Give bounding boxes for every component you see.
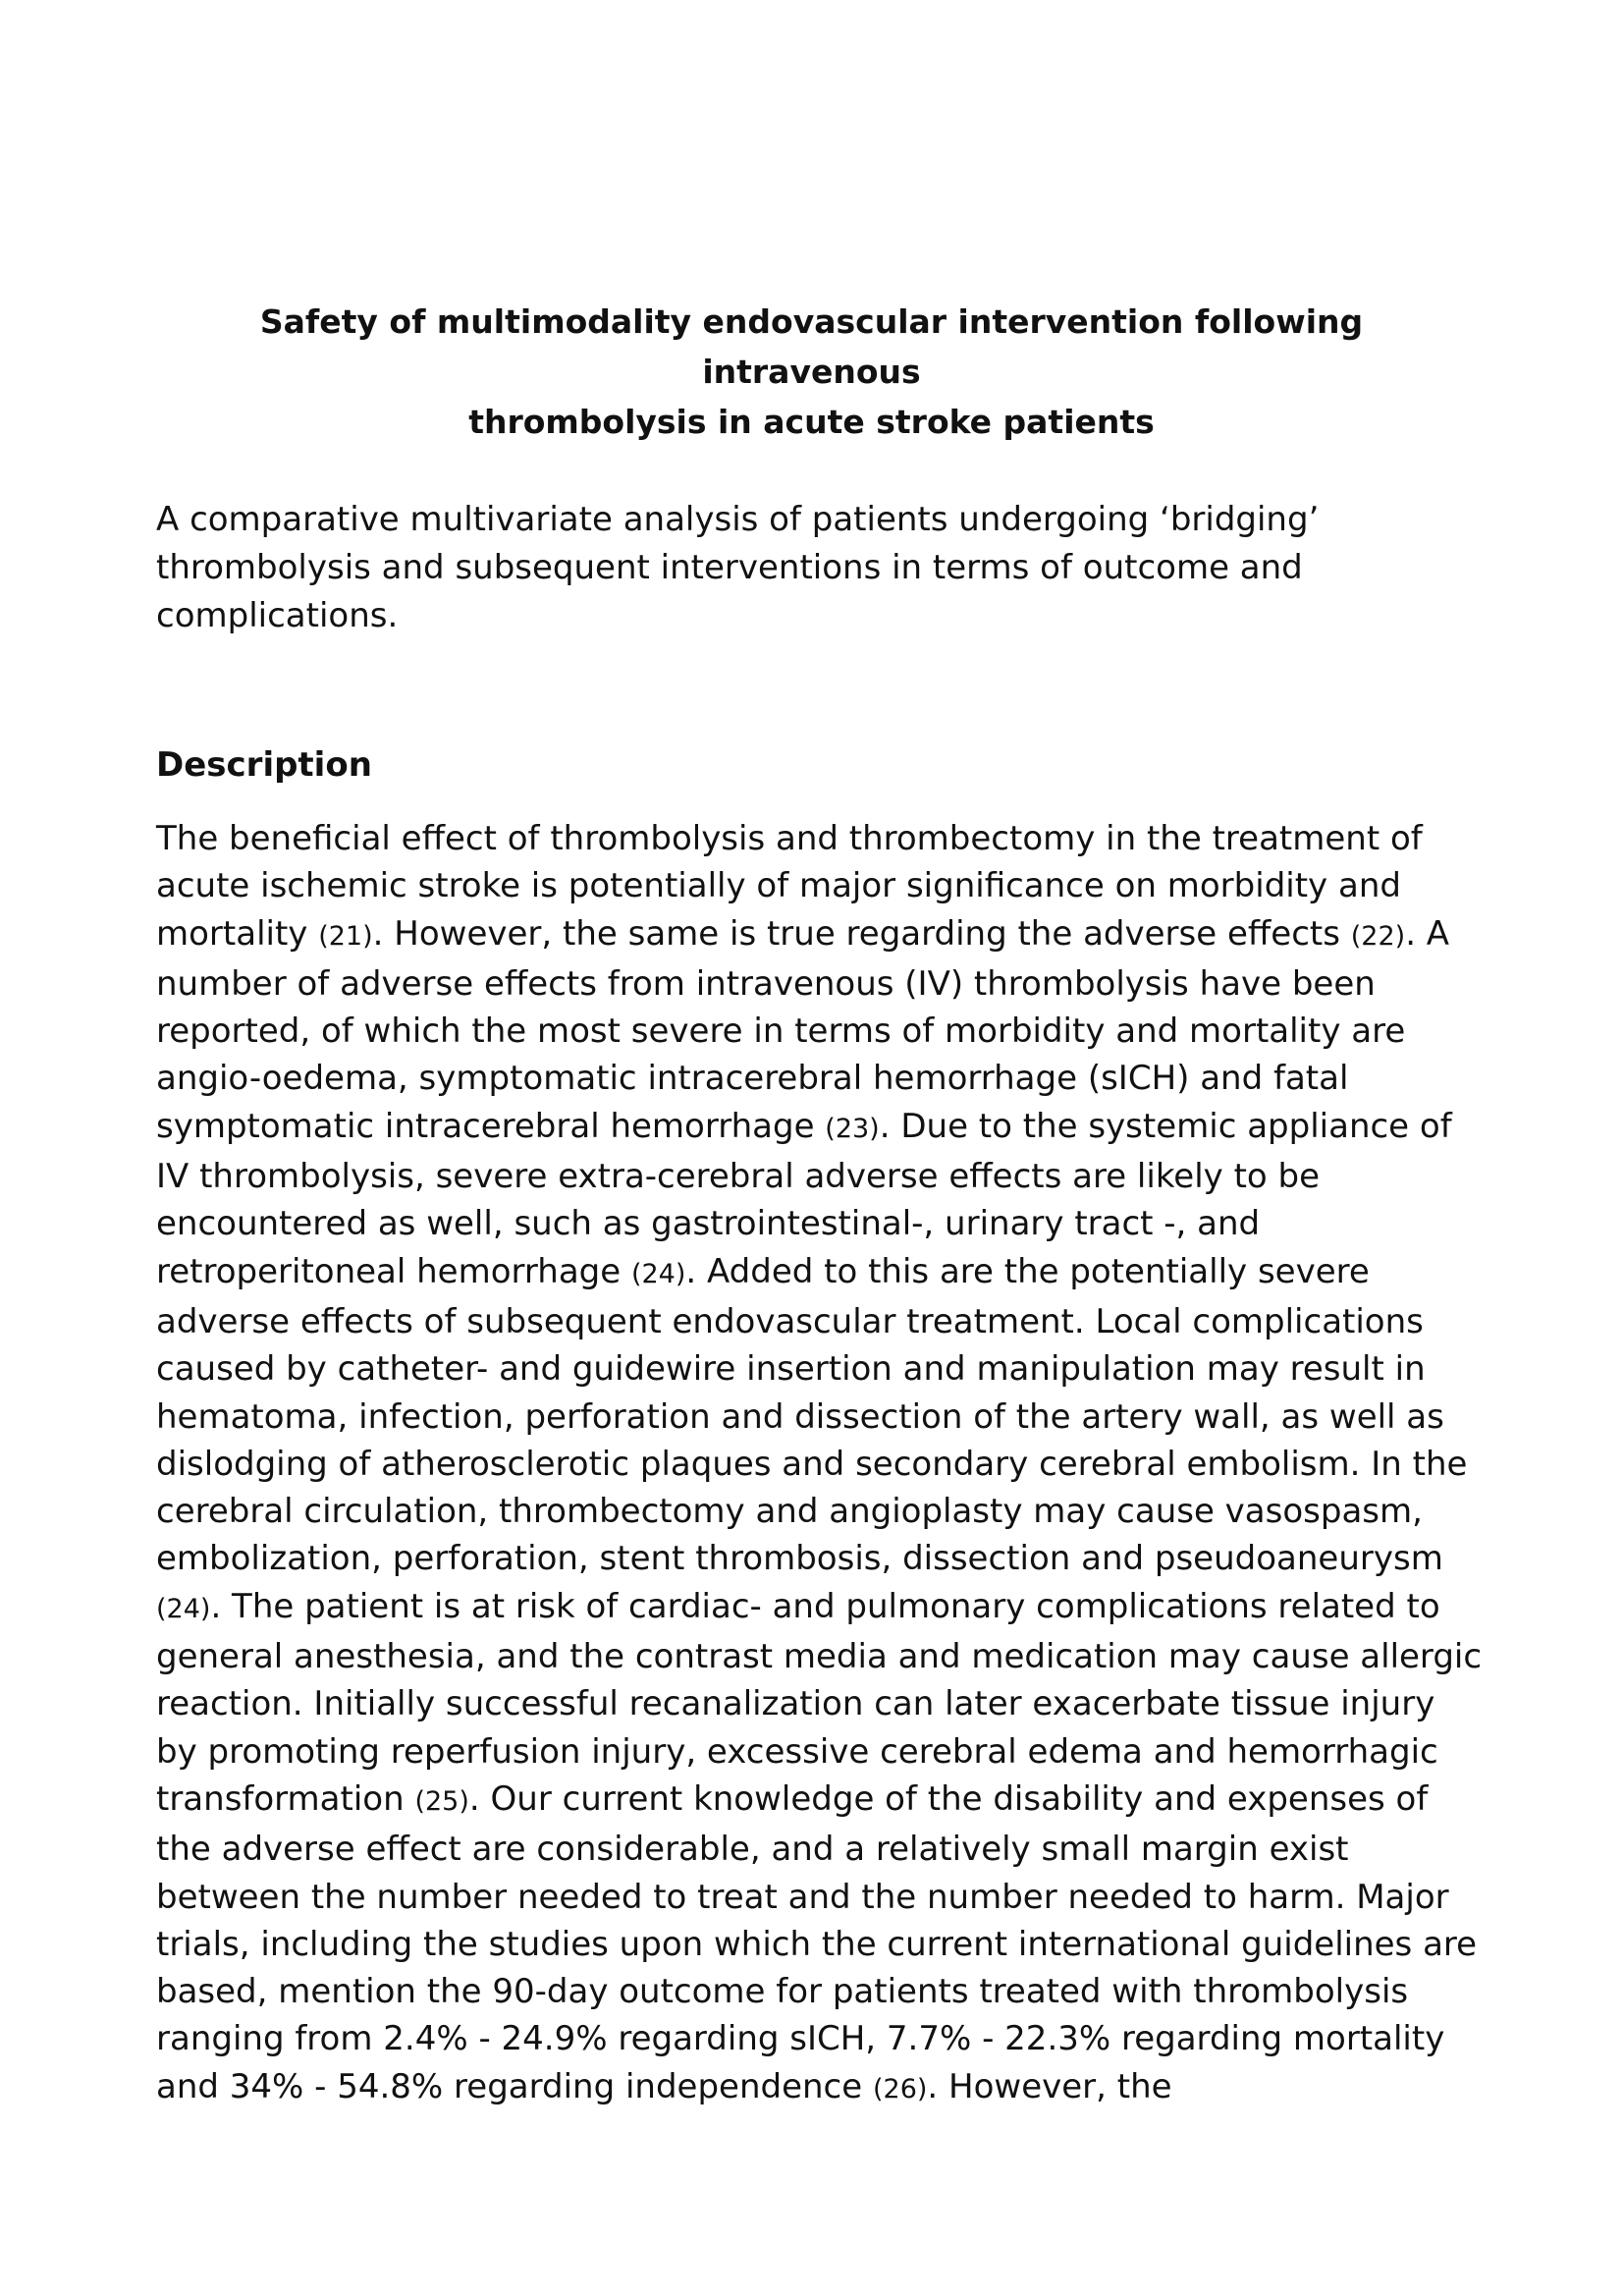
subtitle-line-3: complications. — [156, 596, 399, 635]
citation-ref: (23) — [825, 1113, 880, 1144]
subtitle-line-2: thrombolysis and subsequent interventions in terms of outcome and — [156, 548, 1303, 587]
section-heading: Description — [156, 745, 372, 785]
body-text-segment: . The patient is at risk of cardiac- and pulmonary complications related to general anesthesia, and the contrast media and medication may cause allergic reaction. Initially successful recanalization can later exacerbate tissue injury by promoting reperfusion injury, excessive cerebral edema and hemorrhagic transformation — [156, 1586, 1483, 1819]
document-title — [157, 297, 1466, 447]
body-text-segment: . Added to this are the potentially severe adverse effects of subsequent endovascular treatment. Local complications caused by catheter- and guidewire insertion and manipulation may result in hematoma, infection, perforation and dissection of the artery wall, as well as dislodging of atherosclerotic plaques and secondary cerebral embolism. In the cerebral circulation, thrombectomy and angioplasty may cause vasospasm, embolization, perforation, stent thrombosis, dissection and pseudoaneurysm — [156, 1251, 1468, 1579]
body-text-segment: . However, the — [927, 2066, 1172, 2106]
subtitle-line-1: A comparative multivariate analysis of patients undergoing ‘bridging’ — [156, 500, 1320, 539]
body-text-segment: . Our current knowledge of the disability and expenses of the adverse effect are considerable, and a relatively small margin exist between the number needed to treat and the number needed to harm. Major trials, including the studies upon which the current international guidelines are based, mention the 90-day outcome for patients treated with thrombolysis ranging from 2.4% - 24.9% regarding sICH, 7.7% - 22.3% regarding mortality and 34% - 54.8% regarding independence — [156, 1778, 1478, 2106]
citation-ref: (25) — [414, 1785, 469, 1817]
body-paragraph — [156, 815, 1484, 2113]
body-text-segment: . However, the same is true regarding the adverse effects — [372, 913, 1351, 954]
title-line-2: thrombolysis in acute stroke patients — [468, 403, 1155, 441]
body-text-segment: . Due to the systemic appliance of IV thrombolysis, severe extra-cerebral adverse effects are likely to be encountered as well, such as gastrointestinal-, urinary tract -, and retroperitoneal hemorrhage — [156, 1106, 1452, 1291]
body-text-segment: The beneficial effect of thrombolysis and thrombectomy in the treatment of acute ischemic stroke is potentially of major significance on morbidity and mortality — [156, 819, 1423, 954]
citation-ref: (26) — [872, 2073, 928, 2105]
citation-ref: (22) — [1350, 920, 1406, 952]
document-subtitle — [156, 496, 1462, 640]
citation-ref: (24) — [156, 1593, 211, 1624]
citation-ref: (21) — [318, 920, 373, 952]
citation-ref: (24) — [630, 1258, 686, 1289]
body-text-segment: . A number of adverse effects from intravenous (IV) thrombolysis have been reported, of which the most severe in terms of morbidity and mortality are angio-oedema, symptomatic intracerebral hemorrhage (sICH) and fatal symptomatic intracerebral hemorrhage — [156, 913, 1450, 1146]
title-line-1: Safety of multimodality endovascular intervention following intravenous — [259, 302, 1364, 391]
